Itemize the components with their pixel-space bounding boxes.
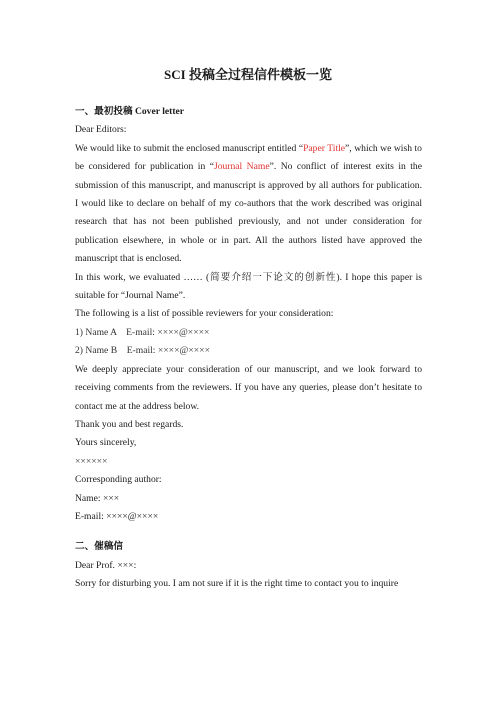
closing-thanks: Thank you and best regards. [75, 418, 184, 430]
section2-heading: 二、催稿信 [75, 541, 123, 553]
corresponding-author-name: Name: ××× [75, 492, 120, 504]
section1-paragraph-2: In this work, we evaluated …… (简要介绍一下论文的创新性). I hope this paper is suitable for “Journal Name”. [75, 271, 422, 302]
section1-paragraph-4: We deeply appreciate your consideration of our manuscript, and we look forward to receiving comments from the reviewers. If you have any queries, please don’t hesitate to contact me at the address below. [75, 363, 422, 412]
section1-heading: 一、最初投稿 Cover letter [75, 106, 185, 117]
document-title: SCI 投稿全过程信件模板一览 [164, 67, 332, 82]
closing-sincerely: Yours sincerely, [75, 437, 137, 449]
section1-salutation: Dear Editors: [75, 124, 127, 136]
journal-name-placeholder: Journal Name [213, 161, 270, 173]
section1-paragraph-1 [75, 140, 422, 269]
document-body [75, 103, 422, 594]
reviewer-item: 1) Name A E-mail: ××××@×××× [75, 326, 210, 338]
corresponding-author-email: E-mail: ××××@×××× [75, 510, 159, 522]
corresponding-author-label: Corresponding author: [75, 474, 162, 486]
section1-paragraph-3: The following is a list of possible reviewers for your consideration: [75, 308, 334, 320]
signature: ×××××× [75, 455, 108, 467]
reviewer-item: 2) Name B E-mail: ××××@×××× [75, 345, 210, 357]
p1-text-a: We would like to submit the enclosed manuscript entitled “ [75, 142, 304, 154]
section2-paragraph-1: Sorry for disturbing you. I am not sure if it is the right time to contact you to inquire [75, 578, 399, 590]
section2-salutation: Dear Prof. ×××: [75, 559, 137, 571]
paper-title-placeholder: Paper Title [303, 142, 346, 154]
p1-text-c: ”. No conflict of interest exits in the submission of this manuscript, and manuscript is approved by all authors for publication. I would like to declare on behalf of my co-authors that the work described was original research that has not been published previously, and not under consideration for publication elsewhere, in whole or in part. All the authors listed have approved the manuscript that is enclosed. [75, 161, 422, 265]
p1-text-b: ”, which we wish to be considered for publication in “ [75, 142, 422, 173]
